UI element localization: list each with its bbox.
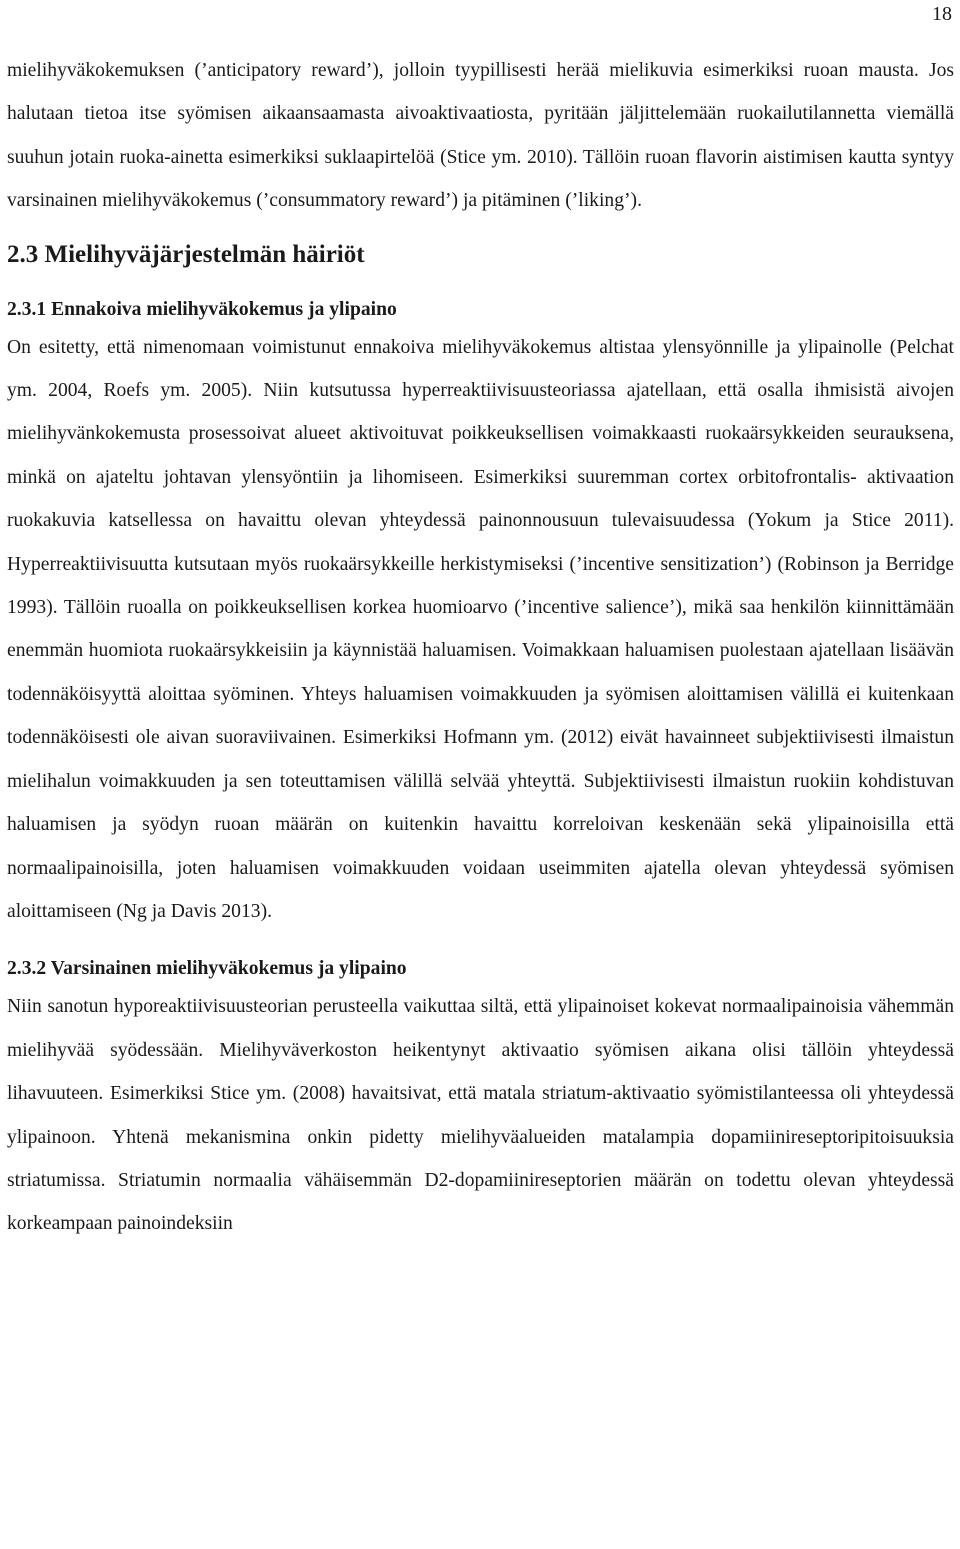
paragraph-intro: mielihyväkokemuksen (’anticipatory reward’), jolloin tyypillisesti herää mielikuvia esimerkiksi ruoan mausta. Jos halutaan tietoa itse syömisen aikaansaamasta aivoaktivaatiosta, pyritään jäljittelemään ruokailutilannetta viemällä suuhun jotain ruoka-ainetta esimerkiksi suklaapirtelöä (Stice ym. 2010). Tällöin ruoan flavorin aistimisen kautta syntyy varsinainen mielihyväkokemus (’consummatory reward’) ja pitäminen (’liking’).: [7, 60, 954, 212]
section-heading: 2.3 Mielihyväjärjestelmän häiriöt: [7, 240, 365, 268]
document-body: [7, 49, 954, 1246]
subsection-heading-anticipatory: 2.3.1 Ennakoiva mielihyväkokemus ja ylipaino: [7, 298, 397, 320]
paragraph-anticipatory: On esitetty, että nimenomaan voimistunut ennakoiva mielihyväkokemus altistaa ylensyönnille ja ylipainolle (Pelchat ym. 2004, Roefs ym. 2005). Niin kutsutussa hyperreaktiivisuusteoriassa ajatellaan, että osalla ihmisistä aivojen mielihyvänkokemusta prosessoivat alueet aktivoituvat poikkeuksellisen voimakkaasti ruokaärsykkeiden seurauksena, minkä on ajateltu johtavan ylensyöntiin ja lihomiseen. Esimerkiksi suuremman cortex orbitofrontalis- aktivaation ruokakuvia katsellessa on havaittu olevan yhteydessä painonnousuun tulevaisuudessa (Yokum ja Stice 2011). Hyperreaktiivisuutta kutsutaan myös ruokaärsykkeille herkistymiseksi (’incentive sensitization’) (Robinson ja Berridge 1993). Tällöin ruoalla on poikkeuksellisen korkea huomioarvo (’incentive salience’), mikä saa henkilön kiinnittämään enemmän huomiota ruokaärsykkeisiin ja käynnistää haluamisen. Voimakkaan haluamisen puolestaan ajatellaan lisäävän todennäköisyyttä aloittaa syöminen. Yhteys haluamisen voimakkuuden ja syömisen aloittamisen välillä ei kuitenkaan todennäköisesti ole aivan suoraviivainen. Esimerkiksi Hofmann ym. (2012) eivät havainneet subjektiivisesti ilmaistun mielihalun voimakkuuden ja sen toteuttamisen välillä selvää yhteyttä. Subjektiivisesti ilmaistun ruokiin kohdistuvan haluamisen ja syödyn ruoan määrän on kuitenkin havaittu korreloivan keskenään sekä ylipainoisilla että normaalipainoisilla, joten haluamisen voimakkuuden voidaan useimmiten ajatella olevan yhteydessä syömisen aloittamiseen (Ng ja Davis 2013).: [7, 336, 954, 922]
paragraph-consummatory: Niin sanotun hyporeaktiivisuusteorian perusteella vaikuttaa siltä, että ylipainoiset kokevat normaalipainoisia vähemmän mielihyvää syödessään. Mielihyväverkoston heikentynyt aktivaatio syömisen aikana olisi tällöin yhteydessä lihavuuteen. Esimerkiksi Stice ym. (2008) havaitsivat, että matala striatum-aktivaatio syömistilanteessa oli yhteydessä ylipainoon. Yhtenä mekanismina onkin pidetty mielihyväalueiden matalampia dopamiinireseptoripitoisuuksia striatumissa. Striatumin normaalia vähäisemmän D2-dopamiinireseptorien määrän on todettu olevan yhteydessä korkeampaan painoindeksiin: [7, 996, 954, 1235]
page-number: 18: [932, 3, 952, 25]
subsection-heading-consummatory: 2.3.2 Varsinainen mielihyväkokemus ja ylipaino: [7, 958, 407, 980]
